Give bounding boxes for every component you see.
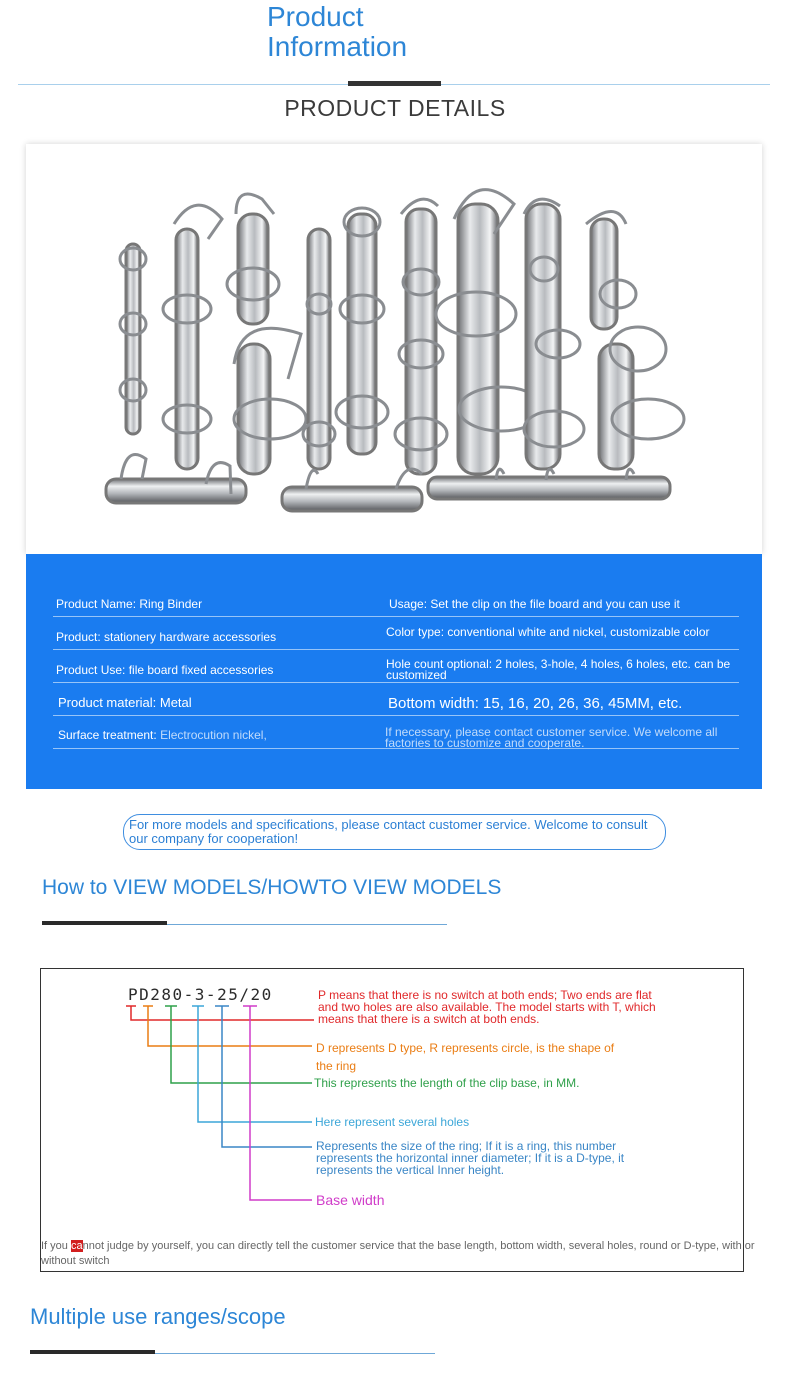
spec-surface-treatment-value: Electrocution nickel, bbox=[160, 728, 267, 742]
footnote-highlight: ca bbox=[70, 1240, 83, 1252]
spec-product-name: Product Name: Ring Binder bbox=[56, 597, 203, 611]
page-title: Product Information bbox=[267, 1, 408, 62]
annotation-shape: D represents D type, R represents circle, is the shape of the ring bbox=[316, 1041, 615, 1073]
annotation-ring-size: Represents the size of the ring; If it is a ring, this number represents the horizontal inner diameter; If it is a D-type, it represents the vertical Inner height. bbox=[316, 1139, 625, 1177]
annotation-prefix: P means that there is no switch at both ends; Two ends are flat and two holes are also available. The model starts with T, which means that there is a switch at both ends. bbox=[318, 988, 656, 1026]
connector-holes bbox=[192, 1006, 312, 1122]
model-footnote bbox=[41, 1239, 786, 1269]
spec-customization-note: If necessary, please contact customer service. We welcome all factories to customize and cooperate. bbox=[385, 725, 718, 750]
connector-length bbox=[165, 1006, 312, 1083]
spec-usage: Usage: Set the clip on the file board and you can use it bbox=[389, 597, 680, 611]
section-title-view-models: How to VIEW MODELS/HOWTO VIEW MODELS bbox=[42, 876, 502, 899]
section-title-product-details: PRODUCT DETAILS bbox=[284, 95, 506, 121]
spec-product-category: Product: stationery hardware accessories bbox=[56, 630, 277, 644]
section-title-use-ranges: Multiple use ranges/scope bbox=[30, 1304, 286, 1329]
connector-base-width bbox=[243, 1006, 312, 1200]
footnote-body: nnot judge by yourself, you can directly tell the customer service that the base length, bottom width, several holes, round or D-type, with or without switch bbox=[41, 1240, 755, 1267]
footnote-prefix: If you bbox=[41, 1240, 71, 1252]
spec-color-type: Color type: conventional white and nickel, customizable color bbox=[386, 625, 710, 639]
spec-bottom-width: Bottom width: 15, 16, 20, 26, 36, 45MM, etc. bbox=[388, 695, 683, 712]
contact-note-text: For more models and specifications, please contact customer service. Welcome to consult our company for cooperation! bbox=[129, 817, 648, 846]
spec-product-material: Product material: Metal bbox=[58, 695, 192, 710]
model-code: PD280-3-25/20 bbox=[128, 985, 273, 1004]
spec-surface-treatment-label: Surface treatment: bbox=[58, 728, 157, 742]
connector-prefix bbox=[126, 1006, 314, 1020]
section-accent-bar bbox=[30, 1350, 155, 1354]
connector-ring-size bbox=[215, 1006, 312, 1147]
annotation-holes: Here represent several holes bbox=[315, 1115, 470, 1129]
connector-shape bbox=[143, 1006, 312, 1046]
annotation-base-width: Base width bbox=[316, 1192, 385, 1208]
spec-product-use: Product Use: file board fixed accessories bbox=[56, 663, 274, 677]
spec-hole-count: Hole count optional: 2 holes, 3-hole, 4 holes, 6 holes, etc. can be customized bbox=[386, 657, 731, 682]
annotation-length: This represents the length of the clip base, in MM. bbox=[314, 1076, 580, 1090]
